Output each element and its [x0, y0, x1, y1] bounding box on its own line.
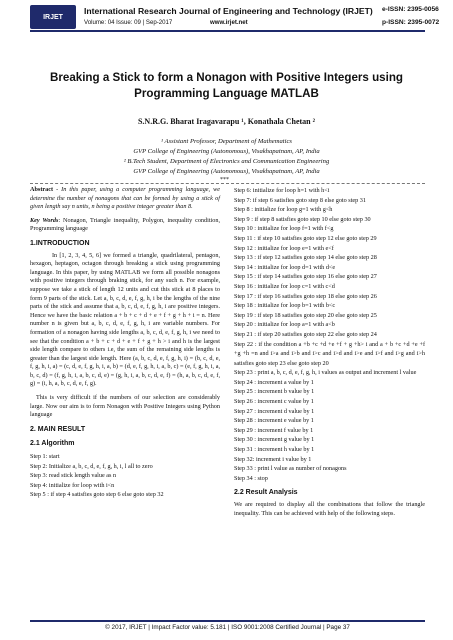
keywords-text: : Nonagon, Triangle inequality, Polygon, inequality condition, Programming language [30, 216, 220, 233]
volume-issue: Volume: 04 Issue: 09 | Sep-2017 [84, 19, 173, 26]
section-separator [30, 183, 425, 184]
algorithm-step: Step 6: initialize for loop h=1 with h<i [234, 187, 330, 194]
intro-paragraph-1: In [1, 2, 3, 4, 5, 6] we formed a triangle, quadrilateral, pentagon, hexagon, heptagon, octagon through breaking a stick using programming language. In this paper, by using MATLAB we form all possible nonagons with positive integers through braking stick, for any such n. For example, suppose we take a stick of length 12 units and cut this stick at 8 places to form 9 parts of the stick. Let a, b, c, d, e, f, g, h, i be the lengths of the nine parts of the stick and assume that a, b, c, d, e, f, g, h, i are positive integers. Hence we have the basic relation a + b + c + d + e + f + g + h + i = n. Here number n is given but a, b, c, d, e, f, g, h, i are variable numbers. For formation of a nonagon having side lengths a, b, c, d, e, f, g, h, i we need to see that the condition a + b + c + d + e + f + g + h > i and h is the largest side length compare to others i.e, the sum of the remaining side lengths is greater than the largest side length. Here (a, b, c, d, e, f, g, h, i) = (b, c, d, e, f, g, h, i, a) = (c, d, e, f, g, h, i, a, b) = (d, e, f, g, h, i, a, b, c) = (e, f, g, h, i, a, b, c, d) = (f, g, h, i, a, b, c, d, e) = (g, h, i, a, b, c, d, e, f) = (h, a, b, c, d, e, f, g) = (i, h, a, b, c, d, e, f, g). [30, 251, 220, 388]
algorithm-step: Step 10 : initialize for loop f=1 with f<g [234, 225, 334, 233]
algorithm-step: Step 16 : initialize for loop c=1 with c<d [234, 282, 335, 290]
algorithm-steps-left [30, 452, 220, 500]
algorithm-step: Step 17 : if step 16 satisfies goto step 18 else goto step 26 [234, 292, 377, 300]
algorithm-step: Step 2: Initialize a, b, c, d, e, f, g, h, i, l all to zero [30, 462, 153, 470]
pissn: p-ISSN: 2395-0072 [382, 19, 440, 26]
abstract [30, 186, 220, 212]
algorithm-step: Step 29 : increment f value by 1 [234, 426, 314, 434]
eissn: e-ISSN: 2395-0056 [382, 6, 439, 13]
algorithm-step: Step 3: read stick length value as n [30, 472, 117, 480]
algorithm-step: Step 4: initialize for loop with i<n [30, 481, 115, 489]
algorithm-step: Step 15 : if step 14 satisfies goto step 16 else goto step 27 [234, 273, 377, 281]
algorithm-step: Step 22 : if the condition a +b +c +d +e +f + g +h> i and a + b +c +d +e +f +g +h =n and i>a and i>b and i>c and i>d and i>e and i>f and i>g and i>h satisfies goto step 23 else goto step 20 [234, 340, 425, 367]
main-result-heading: 2. MAIN RESULT [30, 425, 86, 433]
algorithm-step: Step 21 : if step 20 satisfies goto step 22 else goto step 24 [234, 330, 377, 338]
abstract-text: - In this paper, using a computer programming language, we determine the number of nonagons that can be formed by using a stick of given length say n units, n being a positive integer greater than 8. [30, 186, 220, 211]
algorithm-step: Step 20 : initialize for loop a=1 with a<b [234, 321, 335, 329]
algorithm-step: Step 13 : if step 12 satisfies goto step 14 else goto step 28 [234, 254, 377, 262]
journal-logo: IRJET [30, 5, 76, 29]
algorithm-step: Step 1: start [30, 453, 60, 461]
algorithm-step: Step 11 : if step 10 satisfies goto step 12 else goto step 29 [234, 234, 377, 242]
page-footer: © 2017, IRJET | Impact Factor value: 5.181 | ISO 9001:2008 Certified Journal | Page 37 [105, 624, 350, 631]
algorithm-steps-right [234, 186, 425, 483]
result-analysis-text: We are required to display all the combinations that follow the triangle inequality. This can be achieved with help of the following steps. [234, 501, 425, 517]
journal-url-link[interactable]: www.irjet.net [210, 19, 248, 26]
left-column [30, 186, 220, 500]
footer-rule [30, 620, 425, 622]
keywords-label: Key Words [30, 216, 59, 224]
algorithm-step: Step 28 : increment e value by 1 [234, 417, 314, 425]
algorithm-step: Step 18 : initialize for loop b=1 with b<c [234, 302, 336, 310]
algorithm-step: Step 9 : if step 8 satisfies goto step 10 else goto step 30 [234, 215, 371, 223]
affiliation-4: GVP College of Engineering (Autonomous), Visakhapatnam, AP, India [133, 168, 320, 175]
algorithm-heading: 2.1 Algorithm [30, 440, 75, 448]
algorithm-step: Step 31 : increment h value by 1 [234, 446, 315, 454]
algorithm-step: Step 32: increment i value by 1 [234, 455, 312, 463]
algorithm-step: Step 25 : increment b value by 1 [234, 388, 315, 396]
algorithm-step: Step 8 : initialize for loop g=1 with g<h [234, 206, 333, 214]
algorithm-step: Step 12 : initialize for loop e=1 with e<f [234, 244, 334, 252]
affiliation-2: GVP College of Engineering (Autonomous), Visakhapatnam, AP, India [133, 148, 320, 155]
abstract-label: Abstract [30, 186, 54, 193]
paper-title-line-1: Breaking a Stick to form a Nonagon with Positive Integers using [49, 71, 404, 84]
affiliation-3: ² B.Tech Student, Department of Electronics and Communication Engineering [123, 158, 330, 165]
algorithm-step: Step 7: if step 6 satisfies goto step 8 else goto step 31 [234, 196, 366, 204]
algorithm-step: Step 23 : print a, b, c, d, e, f, g, h, i values as output and increment l value [234, 369, 417, 377]
intro-heading: 1.INTRODUCTION [30, 239, 90, 247]
algorithm-step: Step 26 : increment c value by 1 [234, 398, 314, 406]
separator-mark: *** [220, 177, 229, 183]
result-analysis-heading: 2.2 Result Analysis [234, 489, 298, 497]
algorithm-step: Step 5 : if step 4 satisfies goto step 6 else goto step 32 [30, 491, 164, 499]
intro-paragraph-2: This is very difficult if the numbers of our selection are considerably large. Now our aim is to form Nonagon with Positive Integers using Python language [30, 394, 220, 419]
header-rule [30, 30, 425, 32]
algorithm-step: Step 14 : initialize for loop d=1 with d<e [234, 263, 336, 271]
affiliation-1: ¹ Assistant Professor, Department of Mathematics [161, 138, 292, 145]
journal-title: International Research Journal of Engineering and Technology (IRJET) [84, 6, 373, 16]
paper-title-line-2: Programming Language MATLAB [134, 87, 319, 100]
keywords [30, 217, 220, 234]
algorithm-step: Step 19 : if step 18 satisfies goto step 20 else goto step 25 [234, 311, 377, 319]
algorithm-step: Step 34 : stop [234, 474, 268, 482]
paper-title [40, 70, 413, 102]
algorithm-step: Step 30 : increment g value by 1 [234, 436, 315, 444]
algorithm-step: Step 27 : increment d value by 1 [234, 407, 315, 415]
algorithm-step: Step 33 : print l value as number of nonagons [234, 465, 347, 473]
right-column [234, 186, 425, 523]
algorithm-step: Step 24 : increment a value by 1 [234, 378, 314, 386]
authors: S.N.R.G. Bharat Iragavarapu ¹, Konathala Chetan ² [137, 117, 316, 126]
